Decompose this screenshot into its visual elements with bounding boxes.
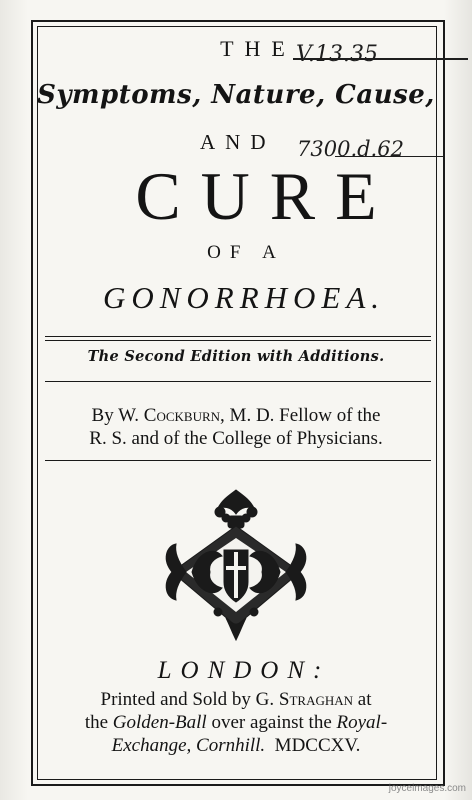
imprint-part4: over against the (206, 712, 337, 733)
title-gonorrhoea: GONORRHOEA. (102, 280, 386, 315)
title-of-a: OF A (207, 242, 285, 263)
printers-ornament (162, 486, 310, 642)
rule-bottom (45, 460, 431, 461)
author-statement (0, 404, 472, 450)
rule-top-1 (45, 336, 431, 337)
imprint-royal: Royal- (336, 712, 388, 733)
edition-line: The Second Edition with Additions. (87, 348, 385, 365)
imprint-year: MDCCXV. (274, 735, 361, 756)
title-the: THE (220, 36, 296, 61)
imprint-printer: Straghan (278, 689, 354, 710)
imprint-place: LONDON: (157, 657, 331, 684)
imprint-sign: Golden-Ball (112, 712, 207, 733)
shelfmark-strikethrough (293, 58, 468, 60)
imprint-part2: at (353, 689, 372, 710)
author-name: Cockburn (143, 405, 221, 426)
title-symptoms-line: Symptoms, Nature, Cause, (37, 80, 435, 110)
imprint-exchange: Exchange, Cornhill. (111, 735, 266, 756)
shelfmark-underline (335, 156, 443, 157)
author-rest: , M. D. Fellow of the (220, 405, 381, 426)
imprint-part1: Printed and Sold by G. (100, 689, 279, 710)
author-line2: R. S. and of the College of Physicians. (89, 428, 383, 449)
rule-top-2 (45, 340, 431, 341)
imprint-statement (0, 688, 472, 757)
title-cure: CURE (135, 158, 397, 234)
imprint-part3: the (84, 712, 113, 733)
handwritten-shelfmark-2: 7300.d.62 (297, 137, 404, 161)
title-and: AND (200, 130, 276, 154)
watermark-text: joyceimages.com (388, 783, 466, 794)
handwritten-shelfmark-1: V.13.35 (296, 42, 379, 67)
rule-mid (45, 381, 431, 382)
author-prefix: By W. (91, 405, 144, 426)
